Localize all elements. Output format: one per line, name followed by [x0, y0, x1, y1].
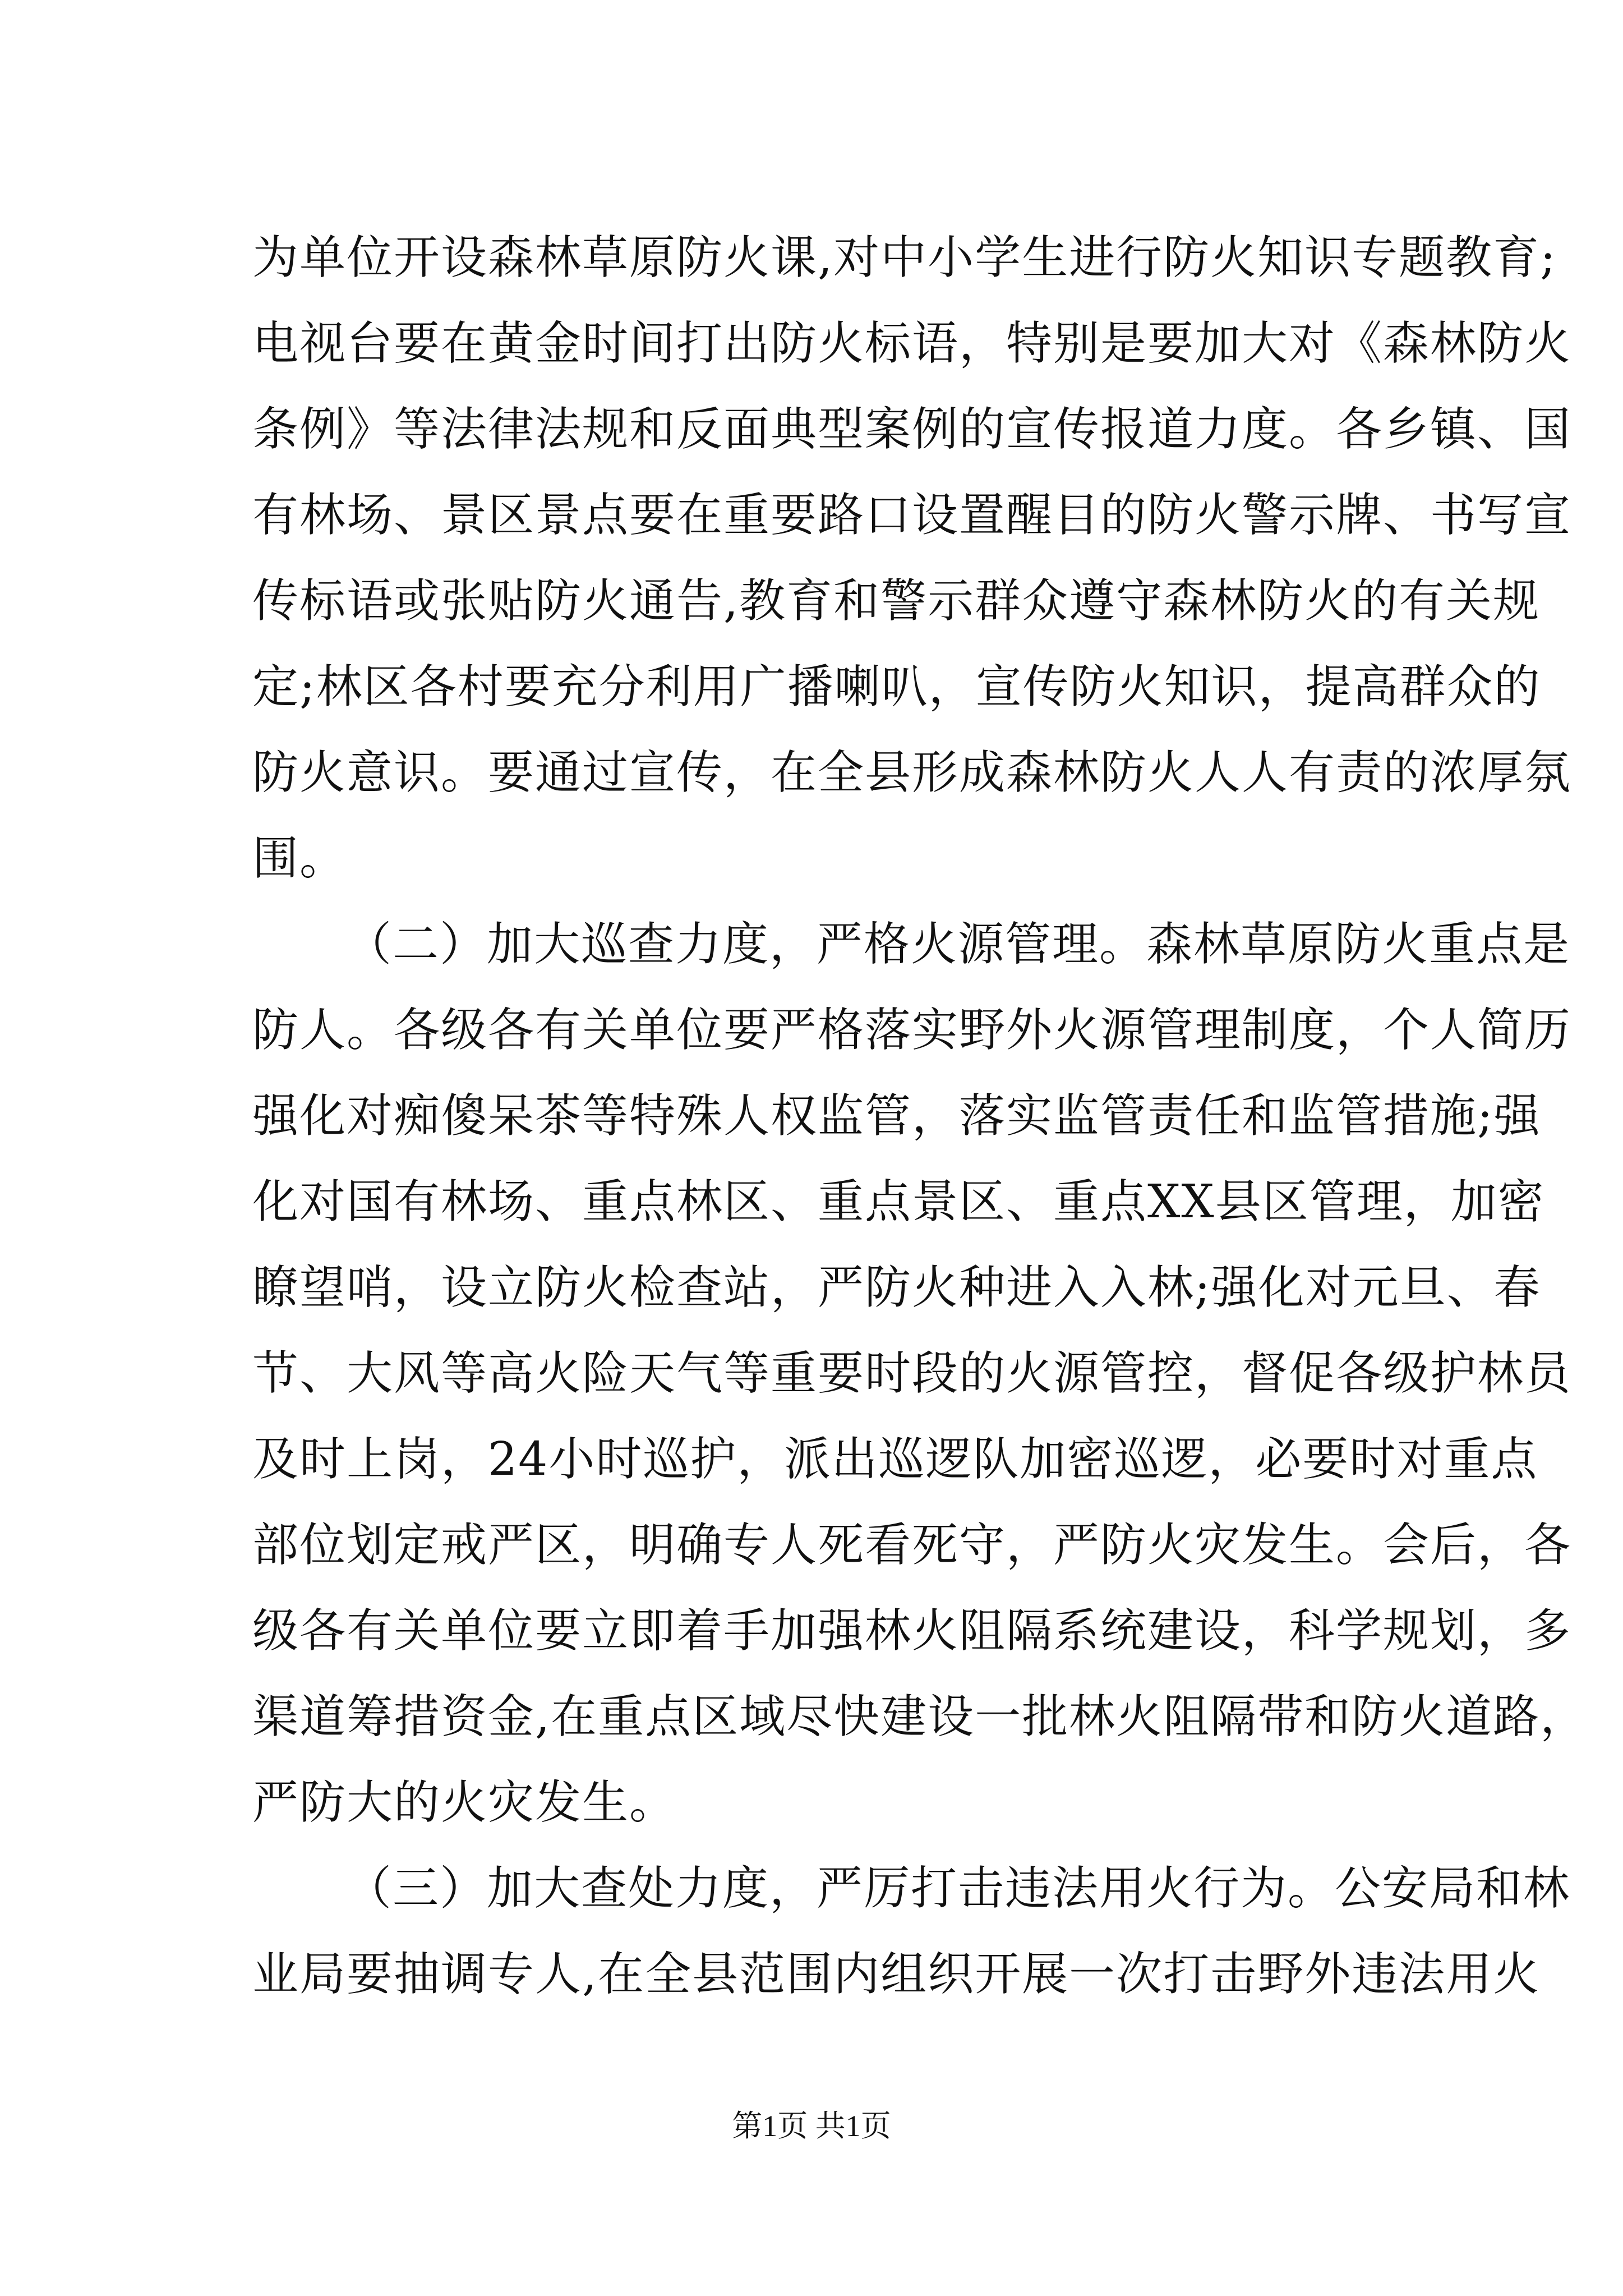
text-line: 条例》等法律法规和反面典型案例的宣传报道力度。各乡镇、国 [252, 403, 1572, 456]
paragraph-start-line: （三）加大查处力度，严厉打击违法用火行为。公安局和林 [345, 1862, 1571, 1915]
text-line: 及时上岗，24小时巡护，派出巡逻队加密巡逻，必要时对重点 [252, 1433, 1538, 1486]
text-line: 防火意识。要通过宣传，在全县形成森林防火人人有责的浓厚氛 [252, 746, 1572, 799]
text-line: 业局要抽调专人,在全县范围内组织开展一次打击野外违法用火 [252, 1948, 1541, 2001]
text-line: 定;林区各村要充分利用广播喇叭，宣传防火知识，提高群众的 [252, 660, 1541, 714]
text-line: 瞭望哨，设立防火检查站，严防火种进入入林;强化对元旦、春 [252, 1261, 1541, 1314]
page-number-footer: 第1页 共1页 [732, 2109, 891, 2143]
text-line: 围。 [252, 832, 347, 885]
text-line: 渠道筹措资金,在重点区域尽快建设一批林火阻隔带和防火道路， [252, 1690, 1588, 1743]
text-line: 强化对痴傻呆茶等特殊人权监管，落实监管责任和监管措施;强 [252, 1089, 1541, 1143]
text-line: 为单位开设森林草原防火课,对中小学生进行防火知识专题教育; [252, 231, 1557, 284]
text-line: 部位划定戒严区，明确专人死看死守，严防火灾发生。会后，各 [252, 1519, 1572, 1572]
text-line: 防人。各级各有关单位要严格落实野外火源管理制度，个人简历 [252, 1004, 1572, 1057]
text-line: 传标语或张贴防火通告,教育和警示群众遵守森林防火的有关规 [252, 574, 1541, 628]
text-line: 化对国有林场、重点林区、重点景区、重点XX县区管理，加密 [252, 1175, 1545, 1228]
text-line: 严防大的火灾发生。 [252, 1776, 677, 1829]
paragraph-start-line: （二）加大巡查力度，严格火源管理。森林草原防火重点是 [345, 918, 1571, 971]
text-line: 节、大风等高火险天气等重要时段的火源管控，督促各级护林员 [252, 1347, 1572, 1400]
text-line: 电视台要在黄金时间打出防火标语，特别是要加大对《森林防火 [252, 317, 1572, 370]
text-line: 有林场、景区景点要在重要路口设置醒目的防火警示牌、书写宣 [252, 489, 1572, 542]
text-line: 级各有关单位要立即着手加强林火阻隔系统建设，科学规划，多 [252, 1604, 1572, 1658]
